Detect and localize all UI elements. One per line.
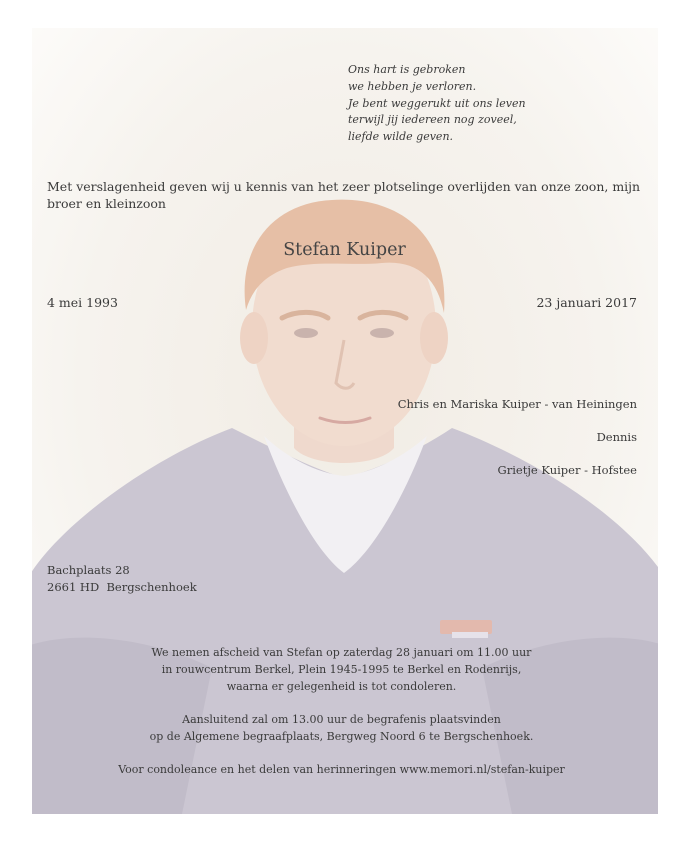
announcement-intro: Met verslagenheid geven wij u kennis van het zeer plotselinge overlijden van onze zoon, mijn broer en kleinzoon	[47, 179, 641, 211]
ceremony-info	[0, 645, 683, 695]
poem-line: Ons hart is gebroken	[348, 63, 466, 76]
address-street: Bachplaats 28	[47, 563, 130, 577]
burial-line: Aansluitend zal om 13.00 uur de begrafenis plaatsvinden	[182, 713, 501, 726]
correspondence-address	[47, 562, 197, 596]
address-city: 2661 HD Bergschenhoek	[47, 580, 197, 594]
poem-line: we hebben je verloren.	[348, 79, 477, 93]
poem-line: terwijl jij iedereen nog zoveel,	[348, 113, 517, 127]
burial-line: op de Algemene begraafplaats, Bergweg Noord 6 te Bergschenhoek.	[149, 729, 534, 743]
condolence-note: Voor condoleance en het delen van herinneringen www.memori.nl/stefan-kuiper	[118, 763, 565, 776]
poem	[348, 62, 526, 146]
portrait-photo	[32, 28, 658, 814]
ceremony-line: in rouwcentrum Berkel, Plein 1945-1995 te Berkel en Rodenrijs,	[161, 662, 522, 676]
ceremony-line: We nemen afscheid van Stefan op zaterdag 28 januari om 11.00 uur	[151, 646, 532, 659]
family-parents: Chris en Mariska Kuiper - van Heiningen	[397, 397, 637, 411]
burial-info	[0, 712, 683, 746]
family-brother: Dennis	[596, 430, 637, 444]
birth-date: 4 mei 1993	[47, 295, 118, 310]
death-date: 23 januari 2017	[536, 295, 637, 310]
family-grandmother: Grietje Kuiper - Hofstee	[497, 463, 637, 477]
poem-line: liefde wilde geven.	[348, 130, 454, 144]
deceased-name: Stefan Kuiper	[283, 240, 406, 260]
ceremony-line: waarna er gelegenheid is tot condoleren.	[226, 679, 457, 693]
poem-line: Je bent weggerukt uit ons leven	[348, 96, 526, 110]
